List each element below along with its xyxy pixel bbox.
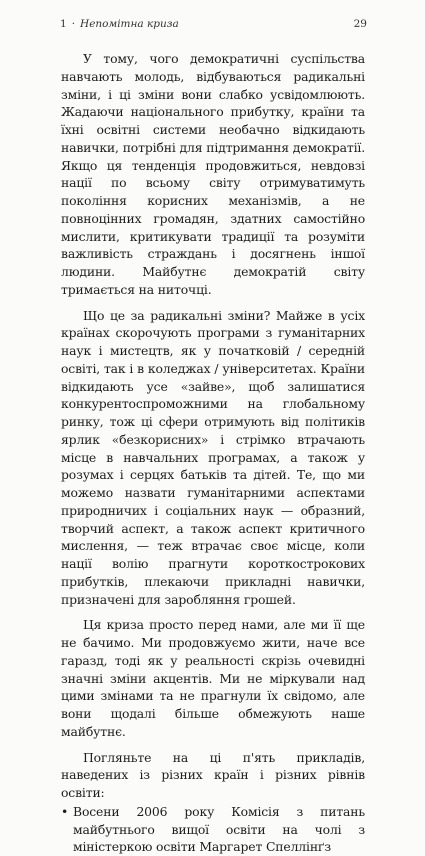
body-text <box>61 50 365 856</box>
paragraph: Погляньте на ці п'ять прикладів, наведених із різних країн і різних рівнів освіти: <box>61 749 365 800</box>
list-item-text: Восени 2006 року Комісія з питань майбутнього вищої освіти на чолі з міністеркою освіти Маргарет Спеллінґз <box>73 803 365 855</box>
list-item <box>61 803 365 856</box>
paragraph: У тому, чого демократичні суспільства навчають молодь, відбуваються радикальні зміни, і ці зміни вони слабко усвідомлюють. Жадаючи національного прибутку, країни та їхні освітні системи необачно відкидають навички, потрібні для підтримання демократії. Якщо ця тенденція продовжиться, невдовзі нації по всьому світу отримуватимуть покоління корисних механізмів, а не повноцінних громадян, здатних самостійно мислити, критикувати традиції та розуміти важливість страждань і досягнень іншої людини. Майбутнє демократій світу тримається на ниточці. <box>61 51 365 297</box>
paragraph: Що це за радикальні зміни? Майже в усіх країнах скорочують програми з гуманітарних наук і мистецтв, як у початковій / середній освіті, так і в коледжах / університетах. Країни відкидають усе «зайве», щоб залишатися конкурентоспроможними на глобальному ринку, тож ці сфери отримують від політиків ярлик «безкорисних» і стрімко втрачають місце в навчальних програмах, а також у розумах і серцях батьків та дітей. Те, що ми можемо назвати гуманітарними аспектами природничих і соціальних наук — образний, творчий аспект, а також аспект критичного мислення, — теж втрачає своє місце, коли нації волію прагнути короткострокових прибутків, плекаючи прикладні навички, призначені для заробляння грошей. <box>61 307 365 607</box>
chapter-number: 1 <box>60 18 67 30</box>
running-header-left <box>60 18 179 30</box>
bullet-icon: • <box>61 803 69 819</box>
header-separator: · <box>71 18 76 30</box>
chapter-title: Непомітна криза <box>80 18 179 30</box>
page-number: 29 <box>353 18 367 30</box>
bullet-list <box>61 803 365 856</box>
paragraph: Ця криза просто перед нами, але ми її ще не бачимо. Ми продовжуємо жити, наче все гаразд, тоді як у реальності скрізь очевидні значні зміни акцентів. Ми не міркували над цими змінами та не прагнули їх свідомо, але вони щодалі більше обмежують наше майбутнє. <box>61 617 365 739</box>
